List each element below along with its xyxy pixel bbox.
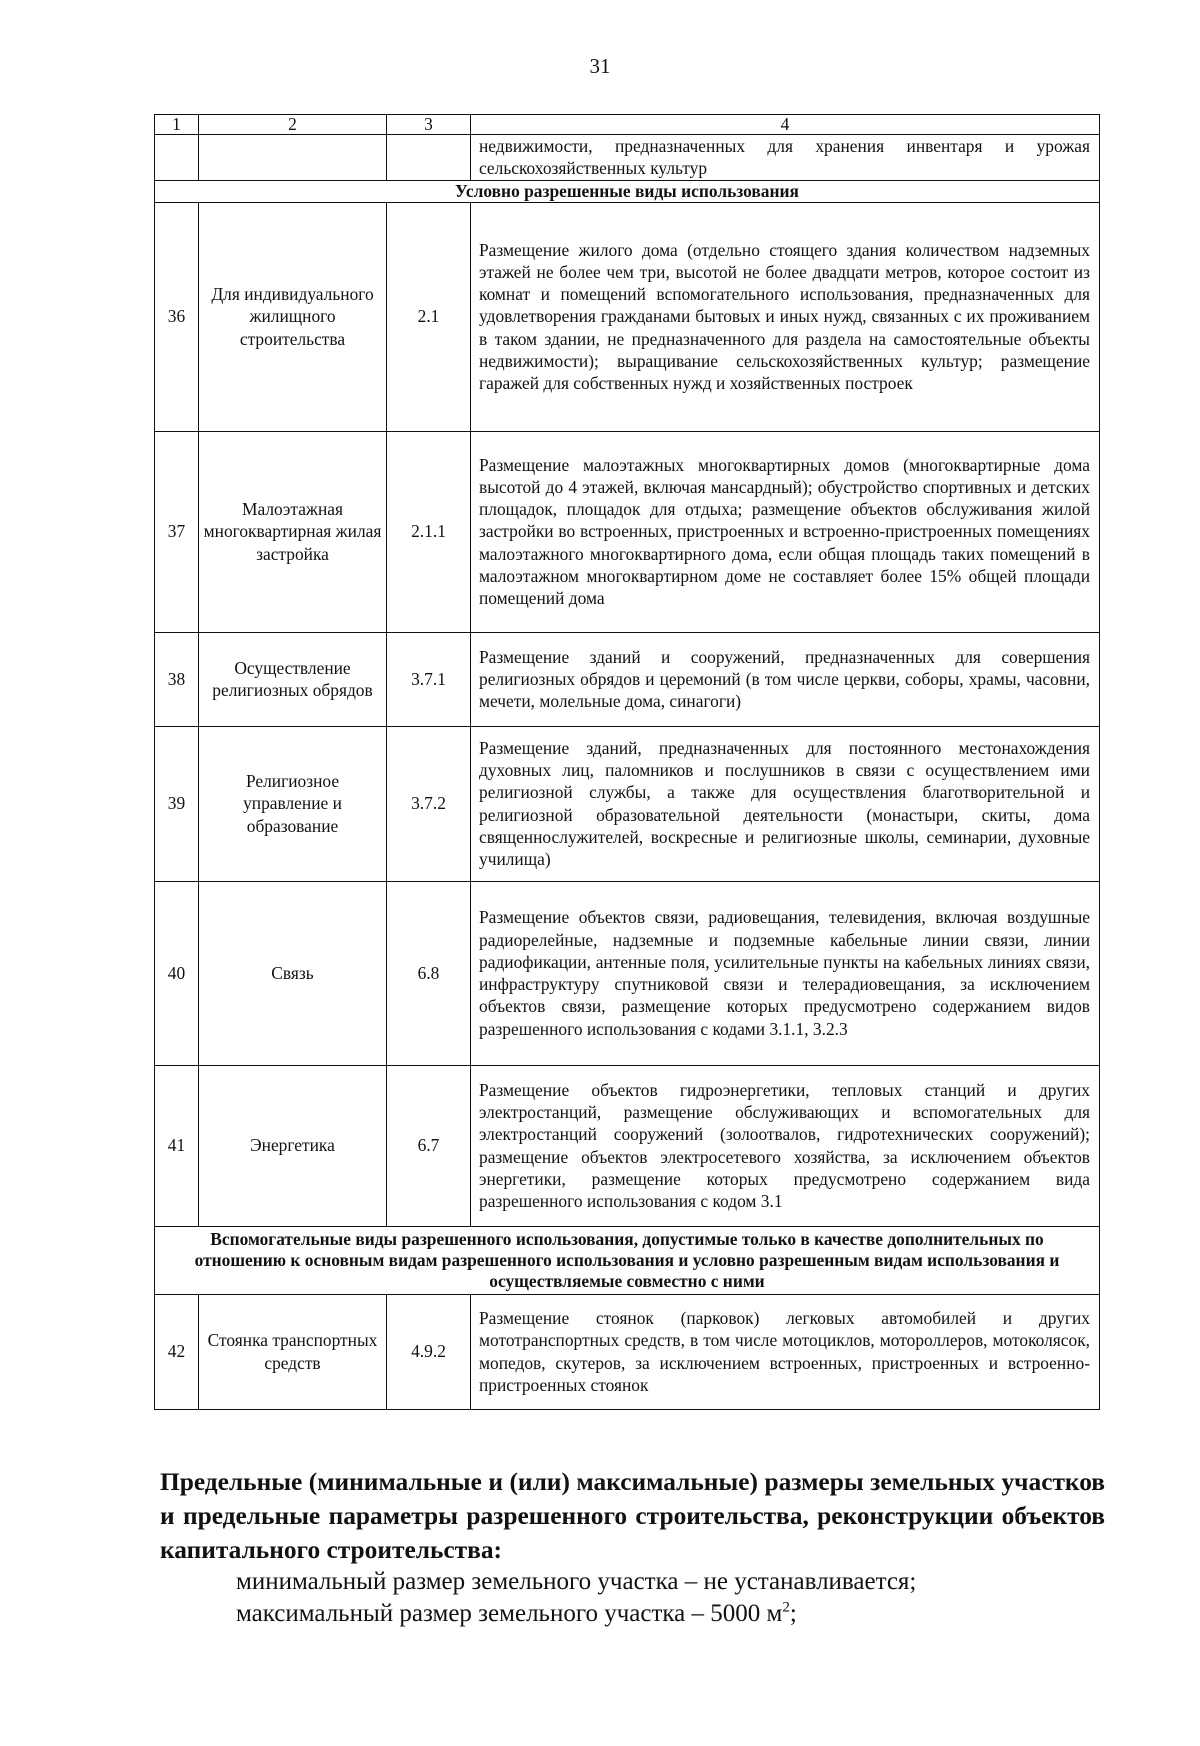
empty-cell	[199, 135, 387, 181]
header-cell-4: 4	[471, 115, 1100, 135]
use-type-code: 3.7.2	[387, 726, 471, 881]
max-plot-size-suffix: ;	[789, 1600, 797, 1627]
empty-cell	[387, 135, 471, 181]
use-type-code: 6.7	[387, 1065, 471, 1226]
use-type-description: Размещение малоэтажных многоквартирных домов (многоквартирные дома высотой до 4 этажей, включая мансардный); обустройство спортивных и детских площадок, площадок для отдыха; размещение объектов обслуживания жилой застройки во встроенных, пристроенных и встроенно-пристроенных помещениях малоэтажного многоквартирного дома, если общая площадь таких помещений в малоэтажном многоквартирном доме не составляет более 15% общей площади помещений дома	[471, 431, 1100, 632]
use-type-name: Стоянка транспортных средств	[199, 1294, 387, 1409]
use-type-description: Размещение зданий и сооружений, предназначенных для совершения религиозных обрядов и церемоний (в том числе церкви, соборы, храмы, часовни, мечети, молельные дома, синагоги)	[471, 632, 1100, 726]
max-plot-size-text	[236, 1598, 797, 1630]
section-title-conditional: Условно разрешенные виды использования	[155, 180, 1100, 202]
use-type-name: Религиозное управление и образование	[199, 726, 387, 881]
empty-cell	[155, 135, 199, 181]
use-type-name: Связь	[199, 881, 387, 1065]
use-type-code: 3.7.1	[387, 632, 471, 726]
use-type-description: Размещение объектов связи, радиовещания, телевидения, включая воздушные радиорелейные, надземные и подземные кабельные линии связи, линии радиофикации, антенные поля, усилительные пункты на кабельных линиях связи, инфраструктуру спутниковой связи и телерадиовещания, за исключением объектов связи, размещение которых предусмотрено содержанием видов разрешенного использования с кодами 3.1.1, 3.2.3	[471, 881, 1100, 1065]
header-cell-3: 3	[387, 115, 471, 135]
use-type-description: Размещение объектов гидроэнергетики, тепловых станций и других электростанций, размещение обслуживающих и вспомогательных для электростанций сооружений (золоотвалов, гидротехнических сооружений); размещение объектов электросетевого хозяйства, за исключением объектов энергетики, размещение которых предусмотрено содержанием вида разрешенного использования с кодом 3.1	[471, 1065, 1100, 1226]
continuation-row	[155, 135, 1100, 181]
section-row-conditional	[155, 180, 1100, 202]
section-heading: Предельные (минимальные и (или) максимальные) размеры земельных участков и предельные параметры разрешенного строительства, реконструкции объектов капитального строительства:	[160, 1468, 1105, 1564]
header-cell-2: 2	[199, 115, 387, 135]
table-row	[155, 431, 1100, 632]
max-plot-size-prefix: максимальный размер земельного участка – 5000 м	[236, 1600, 783, 1627]
row-number: 37	[155, 431, 199, 632]
row-number: 36	[155, 202, 199, 431]
min-plot-size-text: минимальный размер земельного участка – не устанавливается;	[236, 1568, 917, 1595]
use-type-name: Малоэтажная многоквартирная жилая застройка	[199, 431, 387, 632]
continuation-text: недвижимости, предназначенных для хранения инвентаря и урожая сельскохозяйственных культур	[471, 135, 1100, 181]
table-row	[155, 726, 1100, 881]
row-number: 40	[155, 881, 199, 1065]
use-type-description: Размещение жилого дома (отдельно стоящего здания количеством надземных этажей не более чем три, высотой не более двадцати метров, которое состоит из комнат и помещений вспомогательного использования, предназначенных для удовлетворения гражданами бытовых и иных нужд, связанных с их проживанием в таком здании, не предназначенного для раздела на самостоятельные объекты недвижимости); выращивание сельскохозяйственных культур; размещение гаражей для собственных нужд и хозяйственных построек	[471, 202, 1100, 431]
row-number: 42	[155, 1294, 199, 1409]
page-number: 31	[589, 54, 611, 78]
header-cell-1: 1	[155, 115, 199, 135]
section-title-auxiliary: Вспомогательные виды разрешенного использования, допустимые только в качестве дополнительных по отношению к основным видам разрешенного использования и условно разрешенным видам использования и осуществляемые совместно с ними	[155, 1226, 1100, 1294]
row-number: 38	[155, 632, 199, 726]
use-type-description: Размещение стоянок (парковок) легковых автомобилей и других мототранспортных средств, в том числе мотоциклов, мотороллеров, мотоколясок, мопедов, скутеров, за исключением встроенных, пристроенных и встроенно-пристроенных стоянок	[471, 1294, 1100, 1409]
table-header-row	[155, 115, 1100, 135]
table-row	[155, 1294, 1100, 1409]
squared-superscript: 2	[782, 1599, 790, 1616]
row-number: 41	[155, 1065, 199, 1226]
use-type-description: Размещение зданий, предназначенных для постоянного местонахождения духовных лиц, паломников и послушников в связи с осуществлением ими религиозной службы, а также для осуществления благотворительной и религиозной образовательной деятельности (монастыри, скиты, дома священнослужителей, воскресные и религиозные школы, семинарии, духовные училища)	[471, 726, 1100, 881]
use-type-code: 6.8	[387, 881, 471, 1065]
table-row	[155, 881, 1100, 1065]
table-row	[155, 1065, 1100, 1226]
use-type-name: Осуществление религиозных обрядов	[199, 632, 387, 726]
section-row-auxiliary	[155, 1226, 1100, 1294]
use-type-code: 4.9.2	[387, 1294, 471, 1409]
use-type-code: 2.1	[387, 202, 471, 431]
table-row	[155, 632, 1100, 726]
row-number: 39	[155, 726, 199, 881]
table-row	[155, 202, 1100, 431]
use-type-name: Для индивидуального жилищного строительства	[199, 202, 387, 431]
land-use-table	[154, 114, 1100, 1410]
use-type-code: 2.1.1	[387, 431, 471, 632]
use-type-name: Энергетика	[199, 1065, 387, 1226]
